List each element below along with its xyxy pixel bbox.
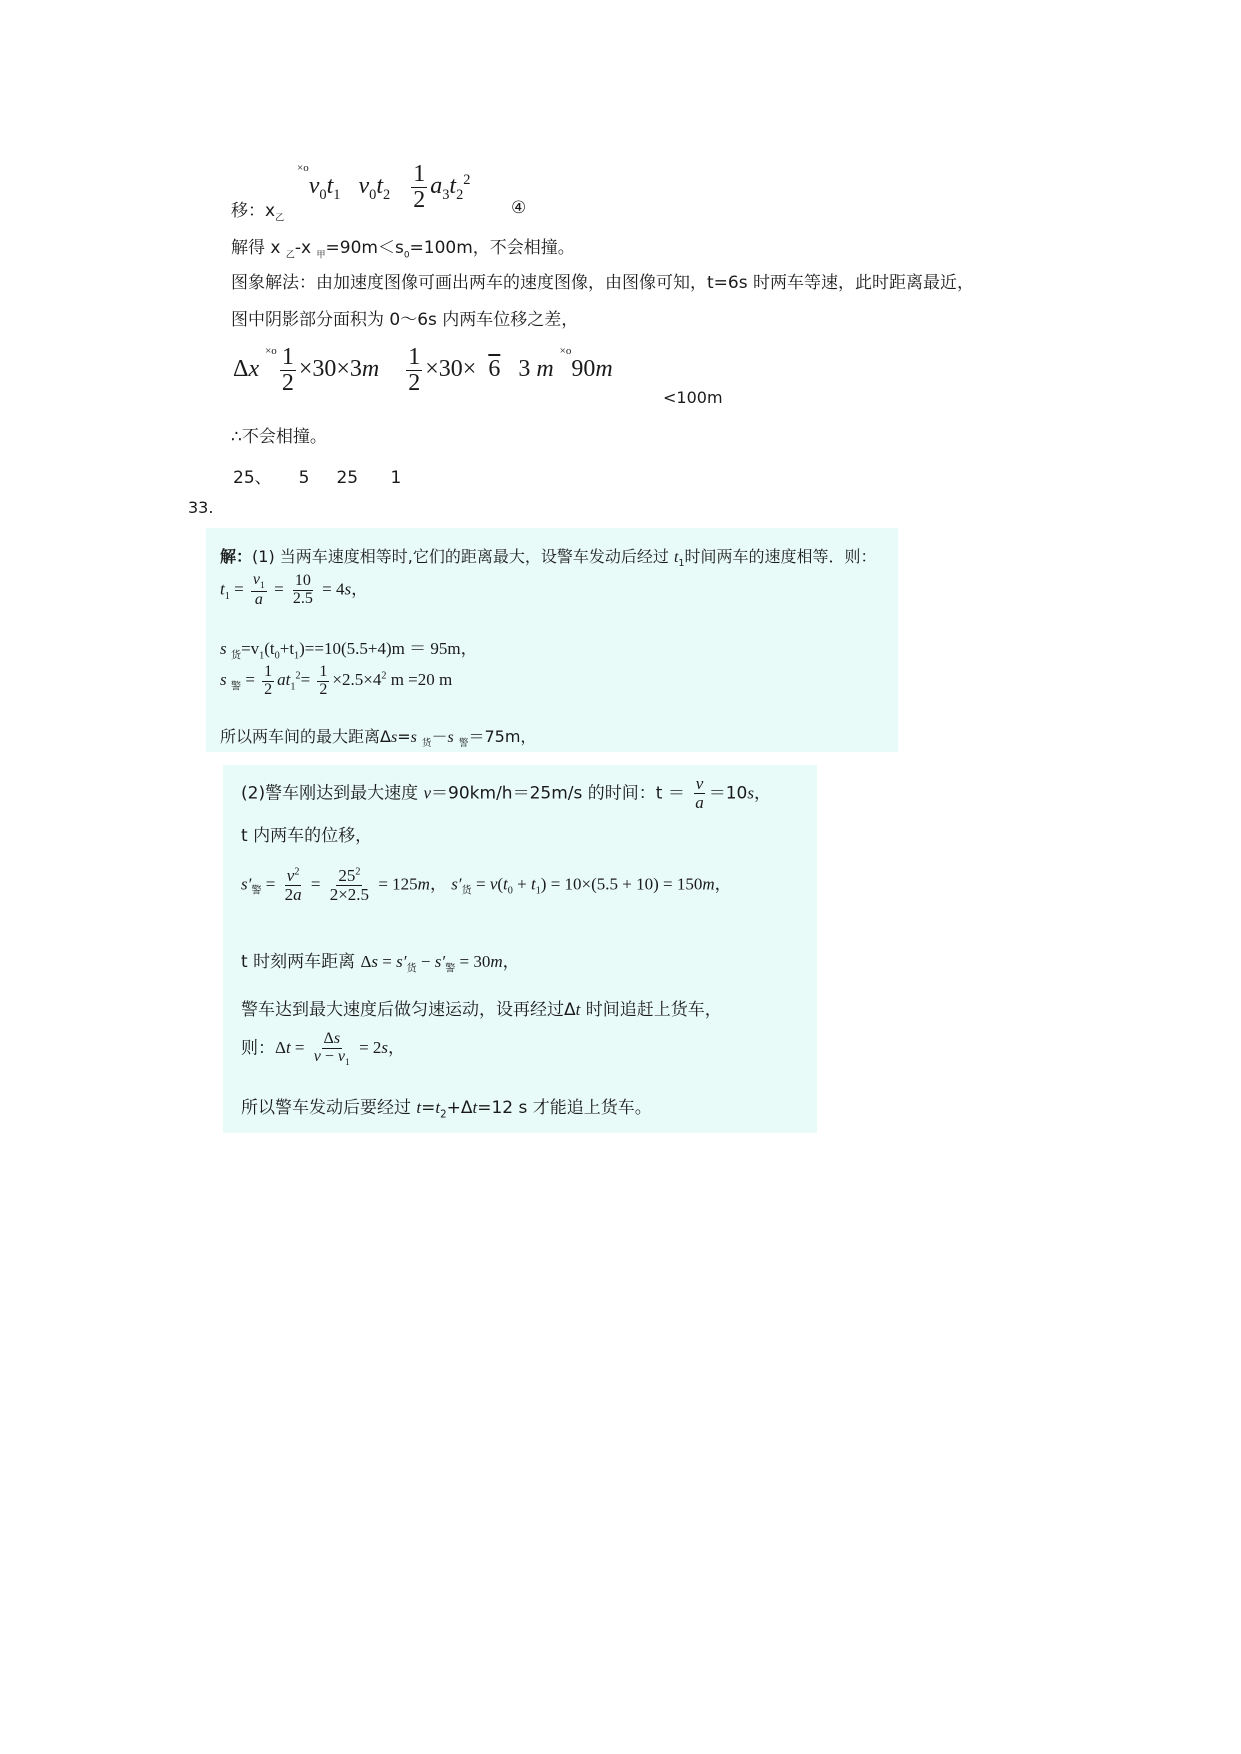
answer-25: 25、 5 25 1 xyxy=(233,468,402,488)
box2-line2: t 内两车的位移， xyxy=(241,826,373,846)
box2-line6: 则：Δt = $\frac{\Delta s}{v - v_1}$ = 2s， xyxy=(241,1030,406,1068)
box1-line3: s $_货=v_1(t_0+t_1)==10(5.5+4)m = 95m$， xyxy=(220,639,478,662)
graph-method-line-1: 图象解法：由加速度图像可画出两车的速度图像，由图像可知，t=6s 时两车等速，此时距离最近， xyxy=(231,273,974,293)
box1-line4: s $_警$ = $\frac{1}{2}$ $at_1^2=$ $\frac{1}{2}$ $\times 2.5\times 4^2$ m =20 m xyxy=(220,663,453,698)
box2-line3: $s'_警$ = $\frac{v^2}{2a}$ = $\frac{25^2}{2\times 2.5}$ = 125m， $s'_货 = v(t_0 + t_1) = 10\times(5.5 + 10) = 150m$， xyxy=(241,866,732,904)
formula-label: 移：x xyxy=(231,201,276,221)
box2-line4: t 时刻两车距离 $\Delta s = s'_货 - s'_警 = 30m$， xyxy=(241,952,520,975)
box2-line5: 警车达到最大速度后做匀速运动，设再经过Δt 时间追赶上货车， xyxy=(241,1000,722,1020)
graph-method-line-2: 图中阴影部分面积为 0～6s 内两车位移之差， xyxy=(231,310,579,330)
formula-subscript: 乙 xyxy=(275,213,285,224)
solution-box-2 xyxy=(223,765,817,1133)
box1-line2: $t_1$ = $\frac{v_1}{a}$ = $\frac{10}{2.5}$ = 4s， xyxy=(220,571,369,609)
box1-line1: 解：(1) 当两车速度相等时,它们的距离最大，设警车发动后经过 $t_1$时间两车的速度相等．则： xyxy=(220,547,877,570)
box2-line1: (2)警车刚达到最大速度 v＝90km/h＝25m/s 的时间：t ＝ $\frac{v}{a}$ ＝10s， xyxy=(241,774,771,812)
question-33-number: 33. xyxy=(188,498,214,517)
box1-line5: 所以两车间的最大距离Δs=s $_货$－s $_警$＝75m， xyxy=(220,727,537,750)
delta-x-formula: Δx $^{\times o}$ $\frac{1}{2}$ ×30×3m $\frac{1}{2}$ ×30× 6 3 m $^{\times o}$90m xyxy=(233,344,613,397)
solve-line: 解得 x $_乙$-x $_甲=90m<s_0=100m$，不会相撞。 xyxy=(231,238,575,261)
box2-line7: 所以警车发动后要经过 $t=t_2+\Delta t=12$ s 才能追上货车。 xyxy=(241,1098,652,1121)
solution-box-1 xyxy=(206,528,898,752)
delta-x-tail: <100m xyxy=(663,388,723,407)
conclusion: ∴不会相撞。 xyxy=(231,427,327,447)
